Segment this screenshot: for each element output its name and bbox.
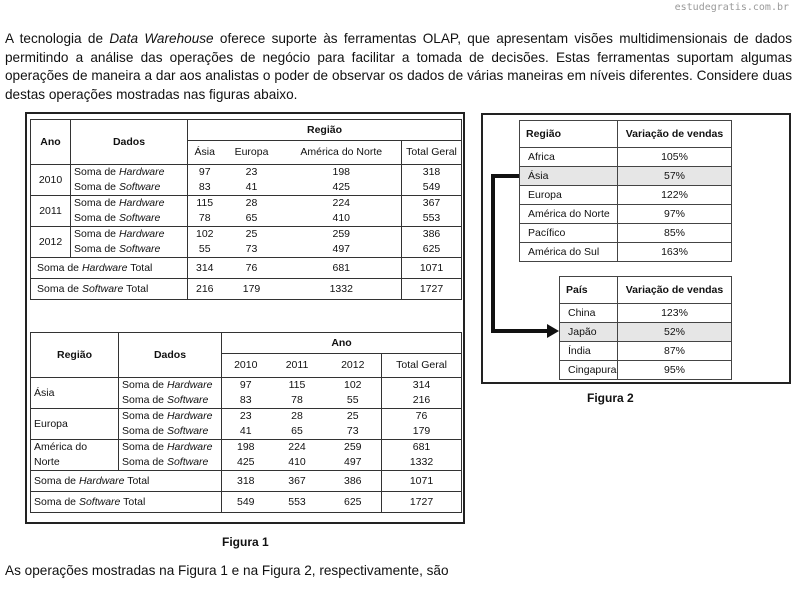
table-row <box>560 323 732 342</box>
header-row <box>31 120 462 141</box>
value-cell: 73 <box>245 243 258 255</box>
value-cell: 78 <box>291 394 303 406</box>
header-name: País <box>560 277 618 304</box>
total-value: 1727 <box>382 492 462 513</box>
table-row <box>560 304 732 323</box>
header-row <box>520 121 732 148</box>
value-cell: 25 <box>325 409 382 425</box>
figure1-table-top <box>30 119 462 300</box>
figure1-caption: Figura 1 <box>222 535 269 549</box>
value-cell: 553 <box>402 211 462 227</box>
header-regiao: Região <box>188 120 462 141</box>
intro-italic: Data Warehouse <box>109 31 214 46</box>
value-cell: 386 <box>402 227 462 243</box>
percent-cell: 105% <box>618 148 732 167</box>
name-cell: Japão <box>560 323 618 342</box>
value-cell: 23 <box>222 165 282 181</box>
value-cell: 115 <box>270 378 325 394</box>
measure-cell: Soma de Software <box>71 242 188 258</box>
region-cell: Europa <box>31 409 119 440</box>
total-value: 553 <box>270 492 325 513</box>
value-cell: 549 <box>402 180 462 196</box>
value-cell: 410 <box>332 212 351 224</box>
name-cell: China <box>560 304 618 323</box>
value-cell: 425 <box>236 456 255 468</box>
measure-cell: Soma de Software <box>119 393 222 409</box>
value-cell: 625 <box>402 242 462 258</box>
col-header: 2011 <box>270 354 325 378</box>
table-row <box>31 227 462 243</box>
value-cell: 198 <box>282 165 402 181</box>
value-cell: 28 <box>222 196 282 212</box>
total-row <box>31 471 462 492</box>
header-ano: Ano <box>31 120 71 165</box>
intro-part1: A tecnologia de <box>5 31 110 46</box>
col-header: Ásia <box>188 141 222 165</box>
total-value: 1071 <box>402 258 462 279</box>
table-row <box>31 180 462 196</box>
header-name: Região <box>520 121 618 148</box>
name-cell: Europa <box>520 186 618 205</box>
value-cell: 76 <box>382 409 462 425</box>
table-row <box>560 361 732 380</box>
table-row <box>31 242 462 258</box>
table-row <box>560 342 732 361</box>
header-ano: Ano <box>222 333 462 354</box>
table-row <box>31 165 462 181</box>
percent-cell: 163% <box>618 243 732 262</box>
value-cell: 425 <box>332 181 351 193</box>
percent-cell: 95% <box>618 361 732 380</box>
measure-cell: Soma de Hardware <box>71 227 188 243</box>
value-cell: 55 <box>346 394 359 406</box>
total-value: 216 <box>188 279 222 300</box>
name-cell: Índia <box>560 342 618 361</box>
header-variacao: Variação de vendas <box>618 121 732 148</box>
percent-cell: 87% <box>618 342 732 361</box>
measure-cell: Soma de Software <box>119 424 222 440</box>
value-cell: 83 <box>198 181 211 193</box>
value-cell: 41 <box>245 181 258 193</box>
value-cell: 115 <box>188 196 222 212</box>
total-value: 549 <box>222 492 270 513</box>
header-dados: Dados <box>119 333 222 378</box>
total-value: 681 <box>282 258 402 279</box>
name-cell: Cingapura <box>560 361 618 380</box>
question-text <box>5 30 792 104</box>
value-cell: 318 <box>402 165 462 181</box>
total-value: 367 <box>270 471 325 492</box>
value-cell: 25 <box>222 227 282 243</box>
total-label: Soma de Software Total <box>31 492 222 513</box>
col-header: Total Geral <box>382 354 462 378</box>
percent-cell: 122% <box>618 186 732 205</box>
col-header: Total Geral <box>402 141 462 165</box>
value-cell: 681 <box>382 440 462 456</box>
value-cell: 224 <box>282 196 402 212</box>
value-cell: 314 <box>382 378 462 394</box>
year-cell: 2011 <box>31 196 71 227</box>
value-cell: 78 <box>198 212 211 224</box>
name-cell: Ásia <box>520 167 618 186</box>
value-cell: 259 <box>325 440 382 456</box>
header-dados: Dados <box>71 120 188 165</box>
value-cell: 216 <box>382 393 462 409</box>
value-cell: 497 <box>332 243 351 255</box>
figure1-table-bottom <box>30 332 462 513</box>
watermark: estudegratis.com.br <box>674 2 789 13</box>
name-cell: América do Sul <box>520 243 618 262</box>
measure-cell: Soma de Software <box>71 180 188 196</box>
question-prompt: As operações mostradas na Figura 1 e na Figura 2, respectivamente, são <box>5 563 449 578</box>
value-cell: 97 <box>222 378 270 394</box>
total-value: 1727 <box>402 279 462 300</box>
total-row <box>31 258 462 279</box>
measure-cell: Soma de Hardware <box>119 378 222 394</box>
name-cell: Pacífico <box>520 224 618 243</box>
figure2-table-country <box>559 276 732 380</box>
total-value: 179 <box>222 279 282 300</box>
value-cell: 28 <box>270 409 325 425</box>
col-header: América do Norte <box>282 141 402 165</box>
total-value: 318 <box>222 471 270 492</box>
measure-cell: Soma de Hardware <box>71 165 188 181</box>
value-cell: 55 <box>198 243 211 255</box>
value-cell: 367 <box>402 196 462 212</box>
measure-cell: Soma de Hardware <box>71 196 188 212</box>
name-cell: América do Norte <box>520 205 618 224</box>
total-value: 76 <box>222 258 282 279</box>
table-row <box>31 211 462 227</box>
region-cell: Ásia <box>31 378 119 409</box>
value-cell: 198 <box>222 440 270 456</box>
table-row <box>31 440 462 456</box>
measure-cell: Soma de Hardware <box>119 440 222 456</box>
total-value: 386 <box>325 471 382 492</box>
header-row <box>560 277 732 304</box>
total-label: Soma de Software Total <box>31 279 188 300</box>
total-value: 1071 <box>382 471 462 492</box>
header-row <box>31 333 462 354</box>
measure-cell: Soma de Software <box>71 211 188 227</box>
value-cell: 97 <box>188 165 222 181</box>
table-row <box>31 378 462 394</box>
year-cell: 2012 <box>31 227 71 258</box>
measure-cell: Soma de Software <box>119 455 222 471</box>
value-cell: 1332 <box>382 455 462 471</box>
value-cell: 41 <box>239 425 252 437</box>
col-header: 2010 <box>222 354 270 378</box>
total-value: 625 <box>325 492 382 513</box>
total-value: 1332 <box>282 279 402 300</box>
percent-cell: 97% <box>618 205 732 224</box>
table-row <box>31 409 462 425</box>
region-cell: América do Norte <box>31 440 119 471</box>
col-header: Europa <box>222 141 282 165</box>
figure2-caption: Figura 2 <box>587 391 634 405</box>
percent-cell: 57% <box>618 167 732 186</box>
total-row <box>31 492 462 513</box>
value-cell: 65 <box>245 212 258 224</box>
value-cell: 224 <box>270 440 325 456</box>
percent-cell: 52% <box>618 323 732 342</box>
total-label: Soma de Hardware Total <box>31 471 222 492</box>
value-cell: 497 <box>343 456 362 468</box>
drill-down-arrow <box>485 168 565 338</box>
value-cell: 102 <box>325 378 382 394</box>
name-cell: Africa <box>520 148 618 167</box>
total-row <box>31 279 462 300</box>
percent-cell: 123% <box>618 304 732 323</box>
value-cell: 179 <box>382 424 462 440</box>
intro-part2: oferece suporte às ferramentas OLAP, que apresentam visões multidimensionais de dados permitindo a análise das operações de negócio para facilitar a tomada de decisões. Estas ferramentas suportam algumas operações de maneira a dar aos analistas o poder de observar os dados de várias maneiras em níveis diferentes. Considere duas destas operações mostradas nas figuras abaixo. <box>5 31 792 102</box>
value-cell: 410 <box>288 456 306 468</box>
total-value: 314 <box>188 258 222 279</box>
percent-cell: 85% <box>618 224 732 243</box>
table-row <box>520 148 732 167</box>
value-cell: 102 <box>188 227 222 243</box>
value-cell: 259 <box>282 227 402 243</box>
col-header: 2012 <box>325 354 382 378</box>
value-cell: 65 <box>291 425 303 437</box>
value-cell: 23 <box>222 409 270 425</box>
measure-cell: Soma de Hardware <box>119 409 222 425</box>
header-variacao: Variação de vendas <box>618 277 732 304</box>
year-cell: 2010 <box>31 165 71 196</box>
value-cell: 73 <box>346 425 359 437</box>
total-label: Soma de Hardware Total <box>31 258 188 279</box>
table-row <box>31 196 462 212</box>
header-regiao: Região <box>31 333 119 378</box>
value-cell: 83 <box>239 394 252 406</box>
